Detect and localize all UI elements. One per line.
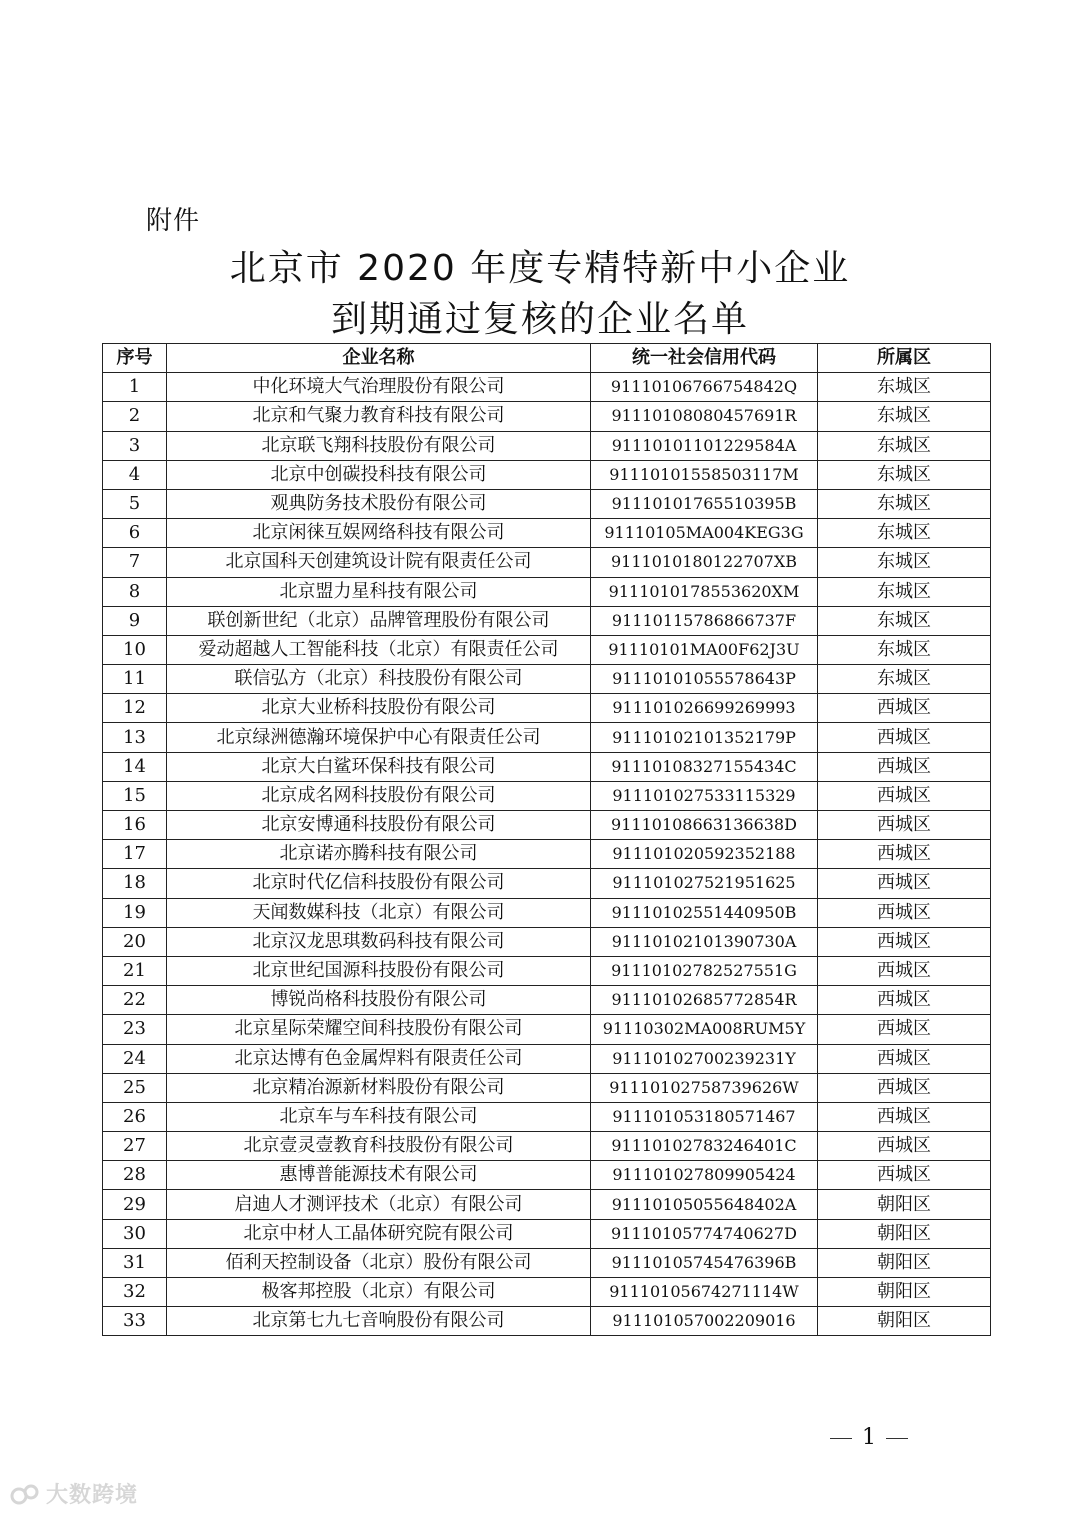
cell-number: 7	[103, 548, 167, 577]
table-row	[103, 1248, 991, 1277]
cell-district: 西城区	[818, 1044, 991, 1073]
table-row	[103, 489, 991, 518]
cell-credit-code: 91110108663136638D	[591, 811, 818, 840]
table-row	[103, 1073, 991, 1102]
cell-credit-code: 91110102551440950B	[591, 898, 818, 927]
table-row	[103, 402, 991, 431]
cell-company-name: 启迪人才测评技术（北京）有限公司	[167, 1190, 591, 1219]
cell-company-name: 北京中创碳投科技有限公司	[167, 460, 591, 489]
cell-number: 24	[103, 1044, 167, 1073]
cell-credit-code: 911101027809905424	[591, 1161, 818, 1190]
cell-company-name: 佰利天控制设备（北京）股份有限公司	[167, 1248, 591, 1277]
cell-credit-code: 91110102700239231Y	[591, 1044, 818, 1073]
cell-company-name: 北京成名网科技股份有限公司	[167, 781, 591, 810]
table-row	[103, 986, 991, 1015]
cell-district: 西城区	[818, 986, 991, 1015]
table-row	[103, 460, 991, 489]
cell-district: 东城区	[818, 431, 991, 460]
cell-district: 西城区	[818, 752, 991, 781]
cell-number: 32	[103, 1278, 167, 1307]
cell-credit-code: 91110108327155434C	[591, 752, 818, 781]
cell-number: 20	[103, 927, 167, 956]
table-row	[103, 723, 991, 752]
cell-number: 10	[103, 635, 167, 664]
cell-credit-code: 91110105055648402A	[591, 1190, 818, 1219]
table-row	[103, 1132, 991, 1161]
cell-company-name: 北京车与车科技有限公司	[167, 1102, 591, 1131]
cell-company-name: 北京星际荣耀空间科技股份有限公司	[167, 1015, 591, 1044]
cell-company-name: 联创新世纪（北京）品牌管理股份有限公司	[167, 606, 591, 635]
table-header-row	[103, 344, 991, 373]
cell-credit-code: 91110102783246401C	[591, 1132, 818, 1161]
cell-company-name: 北京壹灵壹教育科技股份有限公司	[167, 1132, 591, 1161]
cell-company-name: 惠博普能源技术有限公司	[167, 1161, 591, 1190]
table-row	[103, 898, 991, 927]
table-row	[103, 869, 991, 898]
cell-district: 朝阳区	[818, 1219, 991, 1248]
cell-credit-code: 91110101MA00F62J3U	[591, 635, 818, 664]
cell-number: 22	[103, 986, 167, 1015]
cell-company-name: 北京安博通科技股份有限公司	[167, 811, 591, 840]
cell-number: 19	[103, 898, 167, 927]
cell-credit-code: 911101027521951625	[591, 869, 818, 898]
cell-district: 西城区	[818, 927, 991, 956]
cell-company-name: 北京第七九七音响股份有限公司	[167, 1307, 591, 1336]
table-row	[103, 1044, 991, 1073]
cell-district: 东城区	[818, 402, 991, 431]
cell-credit-code: 91110102782527551G	[591, 956, 818, 985]
cell-number: 4	[103, 460, 167, 489]
cell-company-name: 北京汉龙思琪数码科技有限公司	[167, 927, 591, 956]
table-row	[103, 431, 991, 460]
table-row	[103, 606, 991, 635]
page-number	[830, 1423, 908, 1453]
cell-number: 21	[103, 956, 167, 985]
cell-district: 西城区	[818, 1015, 991, 1044]
table-row	[103, 927, 991, 956]
cell-company-name: 北京大白鲨环保科技有限公司	[167, 752, 591, 781]
cell-company-name: 联信弘方（北京）科技股份有限公司	[167, 665, 591, 694]
cell-credit-code: 91110101558503117M	[591, 460, 818, 489]
cell-credit-code: 9111010180122707XB	[591, 548, 818, 577]
cell-district: 西城区	[818, 723, 991, 752]
cell-district: 西城区	[818, 956, 991, 985]
cell-company-name: 博锐尚格科技股份有限公司	[167, 986, 591, 1015]
cell-district: 朝阳区	[818, 1307, 991, 1336]
table-row	[103, 665, 991, 694]
cell-district: 西城区	[818, 694, 991, 723]
cell-company-name: 北京国科天创建筑设计院有限责任公司	[167, 548, 591, 577]
table-row	[103, 1219, 991, 1248]
cell-number: 3	[103, 431, 167, 460]
table-row	[103, 811, 991, 840]
cell-company-name: 北京时代亿信科技股份有限公司	[167, 869, 591, 898]
cell-company-name: 北京世纪国源科技股份有限公司	[167, 956, 591, 985]
cell-district: 西城区	[818, 1132, 991, 1161]
cell-district: 东城区	[818, 519, 991, 548]
cell-number: 23	[103, 1015, 167, 1044]
cell-company-name: 北京诺亦腾科技有限公司	[167, 840, 591, 869]
cell-credit-code: 9111010178553620XM	[591, 577, 818, 606]
watermark-logo-icon	[10, 1481, 40, 1507]
cell-company-name: 极客邦控股（北京）有限公司	[167, 1278, 591, 1307]
cell-district: 东城区	[818, 460, 991, 489]
cell-number: 29	[103, 1190, 167, 1219]
column-header-district: 所属区	[818, 344, 991, 373]
cell-district: 东城区	[818, 373, 991, 402]
cell-district: 西城区	[818, 811, 991, 840]
cell-company-name: 北京中材人工晶体研究院有限公司	[167, 1219, 591, 1248]
cell-company-name: 北京绿洲德瀚环境保护中心有限责任公司	[167, 723, 591, 752]
watermark-text: 大数跨境	[46, 1483, 139, 1508]
table-row	[103, 1161, 991, 1190]
table-row	[103, 577, 991, 606]
cell-credit-code: 91110115786866737F	[591, 606, 818, 635]
column-header-company-name: 企业名称	[167, 344, 591, 373]
cell-district: 朝阳区	[818, 1190, 991, 1219]
cell-credit-code: 91110101101229584A	[591, 431, 818, 460]
cell-company-name: 天闻数媒科技（北京）有限公司	[167, 898, 591, 927]
cell-district: 西城区	[818, 898, 991, 927]
table-row	[103, 1190, 991, 1219]
cell-credit-code: 91110105774740627D	[591, 1219, 818, 1248]
cell-district: 朝阳区	[818, 1248, 991, 1277]
cell-number: 17	[103, 840, 167, 869]
table-row	[103, 752, 991, 781]
cell-credit-code: 91110102685772854R	[591, 986, 818, 1015]
cell-district: 西城区	[818, 1073, 991, 1102]
cell-number: 25	[103, 1073, 167, 1102]
cell-credit-code: 91110105MA004KEG3G	[591, 519, 818, 548]
cell-district: 朝阳区	[818, 1278, 991, 1307]
table-row	[103, 548, 991, 577]
cell-number: 30	[103, 1219, 167, 1248]
cell-company-name: 北京和气聚力教育科技有限公司	[167, 402, 591, 431]
cell-number: 18	[103, 869, 167, 898]
cell-credit-code: 911101027533115329	[591, 781, 818, 810]
cell-credit-code: 91110106766754842Q	[591, 373, 818, 402]
document-title-line-2: 到期通过复核的企业名单	[330, 299, 749, 340]
table-row	[103, 1102, 991, 1131]
cell-number: 16	[103, 811, 167, 840]
cell-company-name: 中化环境大气治理股份有限公司	[167, 373, 591, 402]
cell-credit-code: 911101053180571467	[591, 1102, 818, 1131]
cell-district: 东城区	[818, 665, 991, 694]
page-number-dash-right	[886, 1438, 908, 1439]
cell-district: 西城区	[818, 1161, 991, 1190]
cell-number: 15	[103, 781, 167, 810]
cell-credit-code: 91110108080457691R	[591, 402, 818, 431]
cell-company-name: 爱动超越人工智能科技（北京）有限责任公司	[167, 635, 591, 664]
cell-number: 31	[103, 1248, 167, 1277]
cell-company-name: 北京联飞翔科技股份有限公司	[167, 431, 591, 460]
cell-number: 1	[103, 373, 167, 402]
table-row	[103, 1015, 991, 1044]
cell-company-name: 北京闲徕互娱网络科技有限公司	[167, 519, 591, 548]
cell-number: 28	[103, 1161, 167, 1190]
cell-company-name: 北京盟力星科技有限公司	[167, 577, 591, 606]
table-row	[103, 1278, 991, 1307]
cell-district: 西城区	[818, 781, 991, 810]
cell-company-name: 北京大业桥科技股份有限公司	[167, 694, 591, 723]
document-title-line-1: 北京市 2020 年度专精特新中小企业	[229, 248, 851, 289]
cell-credit-code: 91110102758739626W	[591, 1073, 818, 1102]
page-number-value: 1	[862, 1425, 876, 1450]
cell-credit-code: 911101020592352188	[591, 840, 818, 869]
cell-company-name: 观典防务技术股份有限公司	[167, 489, 591, 518]
cell-number: 27	[103, 1132, 167, 1161]
column-header-number: 序号	[103, 344, 167, 373]
cell-number: 5	[103, 489, 167, 518]
table-row	[103, 373, 991, 402]
cell-company-name: 北京达博有色金属焊料有限责任公司	[167, 1044, 591, 1073]
cell-number: 33	[103, 1307, 167, 1336]
cell-district: 东城区	[818, 489, 991, 518]
cell-number: 26	[103, 1102, 167, 1131]
cell-district: 西城区	[818, 869, 991, 898]
cell-district: 东城区	[818, 635, 991, 664]
cell-district: 东城区	[818, 548, 991, 577]
cell-number: 13	[103, 723, 167, 752]
table-row	[103, 1307, 991, 1336]
cell-credit-code: 91110105674271114W	[591, 1278, 818, 1307]
cell-district: 西城区	[818, 840, 991, 869]
cell-credit-code: 91110101765510395B	[591, 489, 818, 518]
cell-credit-code: 91110101055578643P	[591, 665, 818, 694]
cell-number: 11	[103, 665, 167, 694]
table-row	[103, 635, 991, 664]
table-row	[103, 694, 991, 723]
cell-number: 2	[103, 402, 167, 431]
table-row	[103, 840, 991, 869]
watermark	[10, 1478, 138, 1509]
cell-number: 9	[103, 606, 167, 635]
cell-credit-code: 91110102101390730A	[591, 927, 818, 956]
cell-credit-code: 91110102101352179P	[591, 723, 818, 752]
cell-number: 6	[103, 519, 167, 548]
cell-district: 东城区	[818, 606, 991, 635]
cell-number: 12	[103, 694, 167, 723]
cell-number: 8	[103, 577, 167, 606]
cell-district: 西城区	[818, 1102, 991, 1131]
table-row	[103, 781, 991, 810]
cell-district: 东城区	[818, 577, 991, 606]
cell-credit-code: 91110302MA008RUM5Y	[591, 1015, 818, 1044]
cell-credit-code: 911101057002209016	[591, 1307, 818, 1336]
column-header-credit-code: 统一社会信用代码	[591, 344, 818, 373]
cell-company-name: 北京精冶源新材料股份有限公司	[167, 1073, 591, 1102]
table-row	[103, 956, 991, 985]
enterprise-list-table	[102, 343, 991, 1336]
cell-number: 14	[103, 752, 167, 781]
page-number-dash-left	[830, 1438, 852, 1439]
cell-credit-code: 911101026699269993	[591, 694, 818, 723]
attachment-label: 附件	[146, 206, 201, 236]
table-row	[103, 519, 991, 548]
table-body	[103, 373, 991, 1336]
cell-credit-code: 91110105745476396B	[591, 1248, 818, 1277]
